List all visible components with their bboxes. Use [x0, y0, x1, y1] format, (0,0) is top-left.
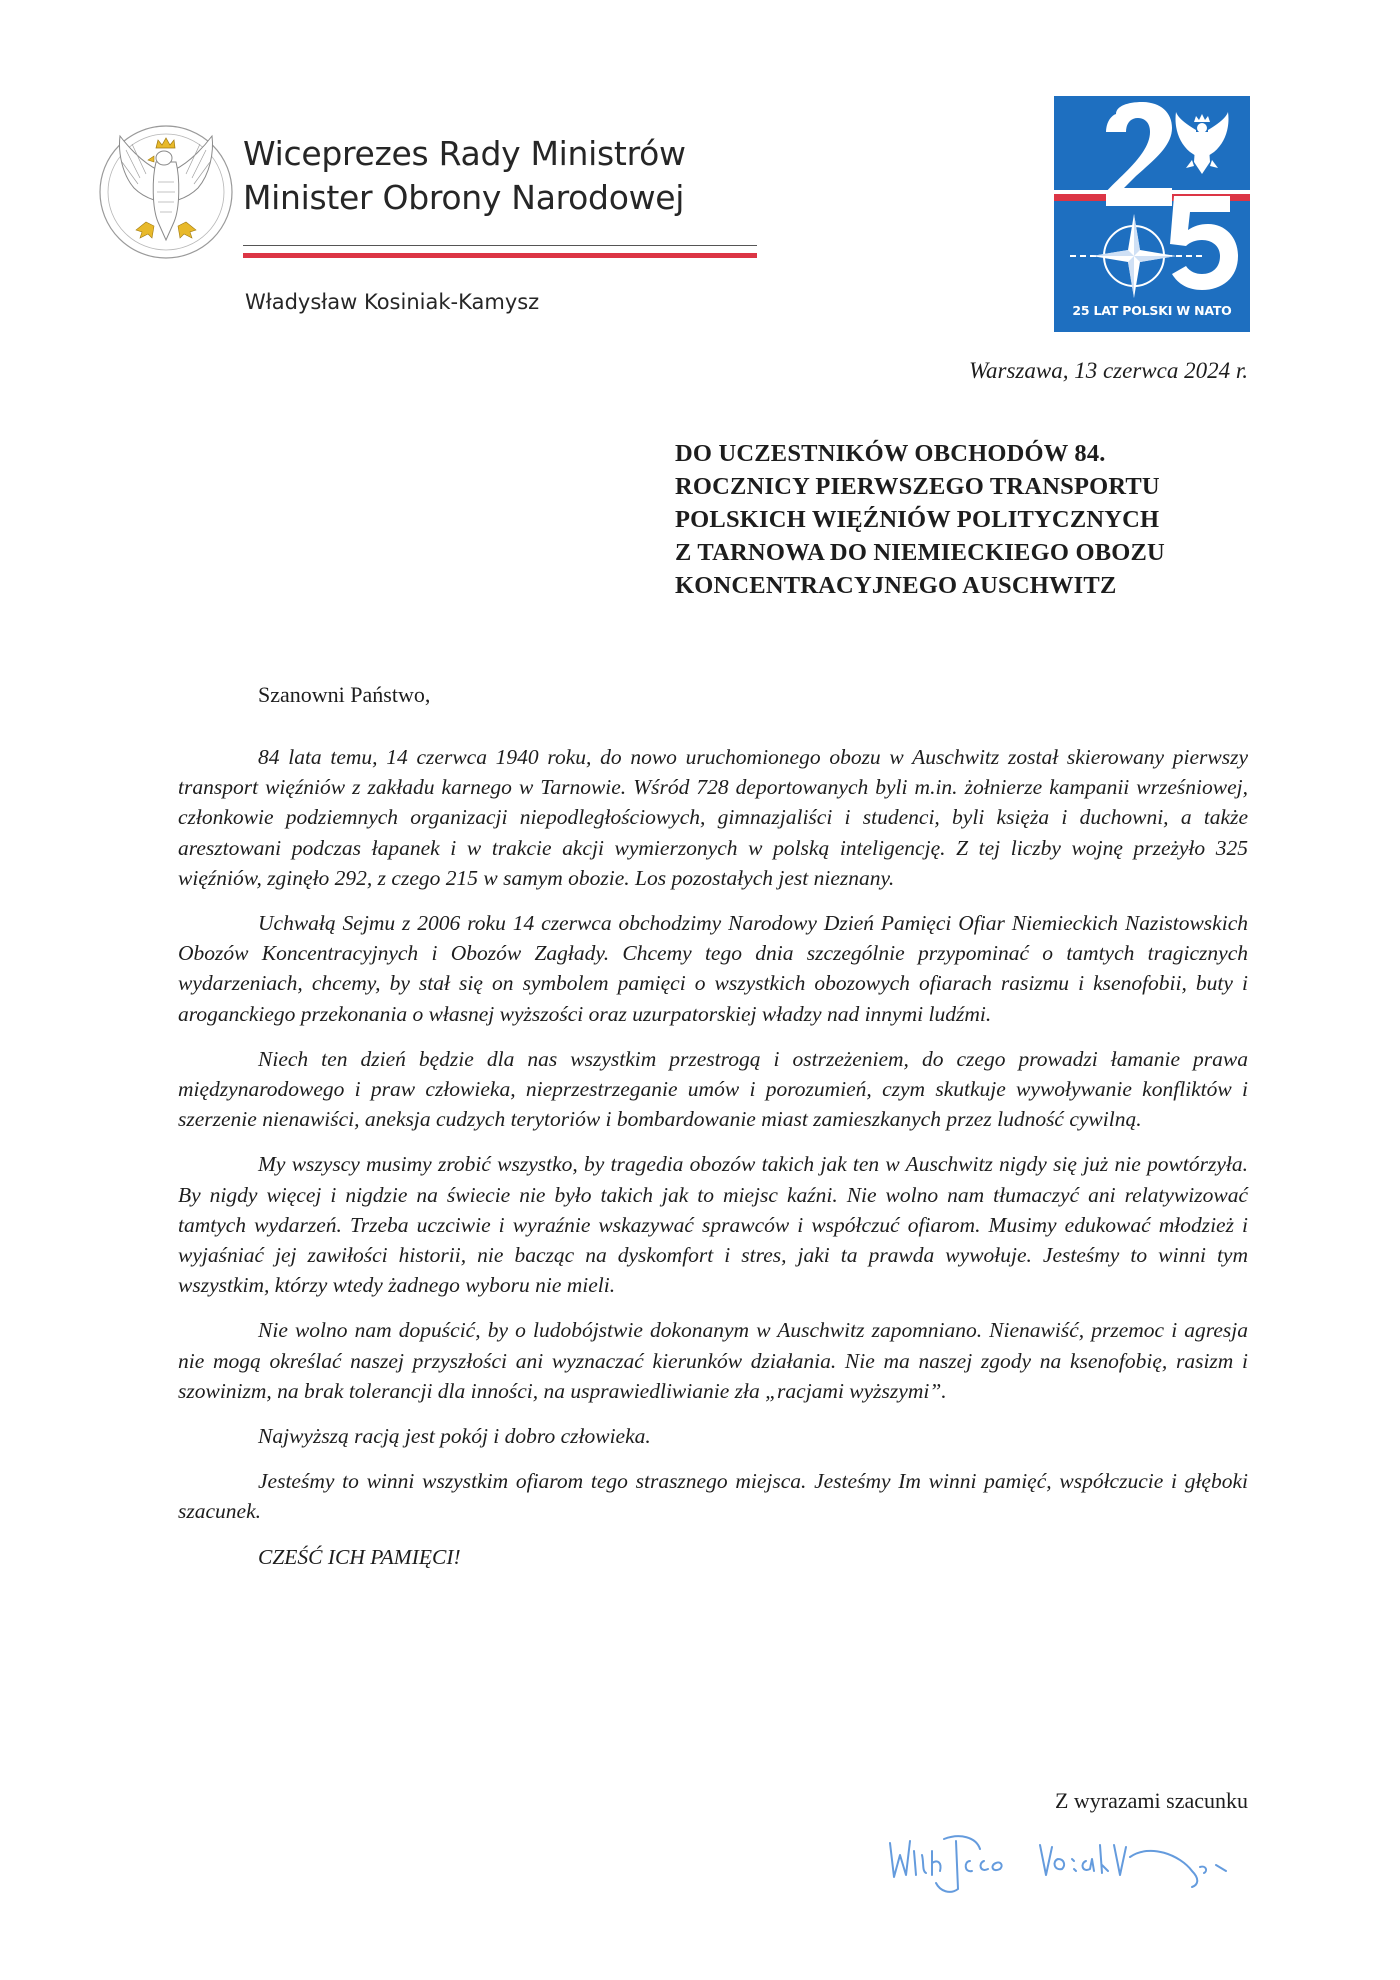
- letter-date: Warszawa, 13 czerwca 2024 r.: [968, 358, 1248, 383]
- closing-phrase: Z wyrazami szacunku: [1054, 1788, 1248, 1813]
- heading-line: POLSKICH WIĘŹNIÓW POLITYCZNYCH: [675, 506, 1160, 533]
- heading-line: ROCZNICY PIERWSZEGO TRANSPORTU: [675, 473, 1160, 500]
- body-paragraph: Uchwałą Sejmu z 2006 roku 14 czerwca obchodzimy Narodowy Dzień Pamięci Ofiar Niemieckich Nazistowskich Obozów Koncentracyjnych i Obozów Zagłady. Chcemy tego dnia szczególnie przypominać o tamtych tragicznych wydarzeniach, chcemy, by stał się on symbolem pamięci o wszystkich obozowych ofiarach rasizmu i ksenofobii, buty i aroganckiego przekonania o własnej wyższości oraz uzurpatorskiej władzy nad innymi ludźmi.: [178, 911, 1248, 1026]
- body-paragraph: Niech ten dzień będzie dla nas wszystkim przestrogą i ostrzeżeniem, do czego prowadzi łamanie prawa międzynarodowego i praw człowieka, nieprzestrzeganie umów i porozumień, czym skutkuje wywoływanie konfliktów i szerzenie nienawiści, aneksja cudzych terytoriów i bombardowanie miast zamieszkanych przez ludność cywilną.: [178, 1046, 1248, 1132]
- heading-line: Z TARNOWA DO NIEMIECKIEGO OBOZU: [675, 539, 1165, 566]
- nato-anniversary-logo: [1054, 96, 1250, 332]
- polish-eagle-emblem-icon: [96, 122, 236, 262]
- body-paragraph: 84 lata temu, 14 czerwca 1940 roku, do nowo uruchomionego obozu w Auschwitz został skierowany pierwszy transport więźniów z zakładu karnego w Tarnowie. Wśród 728 deportowanych byli m.in. żołnierze kampanii wrześniowej, członkowie podziemnych organizacji niepodległościowych, gimnazjaliści i studenci, byli księża i duchowni, a także aresztowani podczas łapanek i w trakcie akcji wymierzonych w polską inteligencję. Z tej liczby wojnę przeżyło 325 więźniów, zginęło 292, z czego 215 w samym obozie. Los pozostałych jest nieznany.: [178, 745, 1248, 890]
- body-paragraph: My wszyscy musimy zrobić wszystko, by tragedia obozów takich jak ten w Auschwitz nigdy się już nie powtórzyła. By nigdy więcej i nigdzie na świecie nie było takich jak to miejsc kaźni. Nie wolno nam tłumaczyć ani relatywizować tamtych wydarzeń. Trzeba uczciwie i wyraźnie wskazywać sprawców i współczuć ofiarom. Musimy edukować młodzież i wyjaśniać jej zawiłości historii, nie bacząc na dyskomfort i stres, jaki ta prawda wywołuje. Jesteśmy to winni tym wszystkim, którzy wtedy żadnego wyboru nie mieli.: [178, 1152, 1248, 1298]
- letterhead-title-line2: Minister Obrony Narodowej: [243, 178, 685, 217]
- body-paragraph: Najwyższą racją jest pokój i dobro człowieka.: [258, 1424, 651, 1449]
- letter-body: [178, 742, 1248, 1587]
- letterhead-divider: [243, 245, 757, 246]
- handwritten-signature-icon: [880, 1815, 1320, 1905]
- closing-exclamation: CZEŚĆ ICH PAMIĘCI!: [258, 1544, 461, 1569]
- white-eagle-icon: [1176, 112, 1229, 174]
- body-paragraph: Nie wolno nam dopuścić, by o ludobójstwie dokonanym w Auschwitz zapomniano. Nienawiść, przemoc i agresja nie mogą określać naszej przyszłości ani wyznaczać kierunków działania. Nie ma naszej zgody na ksenofobię, rasizm i szowinizm, na brak tolerancji dla inności, na usprawiedliwianie zła „racjami wyższymi”.: [178, 1318, 1248, 1403]
- salutation: Szanowni Państwo,: [258, 682, 431, 707]
- letter-heading: [675, 437, 1315, 602]
- heading-line: DO UCZESTNIKÓW OBCHODÓW 84.: [675, 440, 1106, 467]
- letterhead-title-line1: Wiceprezes Rady Ministrów: [243, 134, 686, 173]
- minister-name: Władysław Kosiniak-Kamysz: [245, 290, 540, 314]
- letterhead-red-rule: [243, 253, 757, 258]
- heading-line: KONCENTRACYJNEGO AUSCHWITZ: [675, 572, 1117, 599]
- nato-logo-caption: 25 LAT POLSKI W NATO: [1072, 303, 1232, 318]
- body-paragraph: Jesteśmy to winni wszystkim ofiarom tego strasznego miejsca. Jesteśmy Im winni pamięć, współczucie i głęboki szacunek.: [178, 1469, 1248, 1524]
